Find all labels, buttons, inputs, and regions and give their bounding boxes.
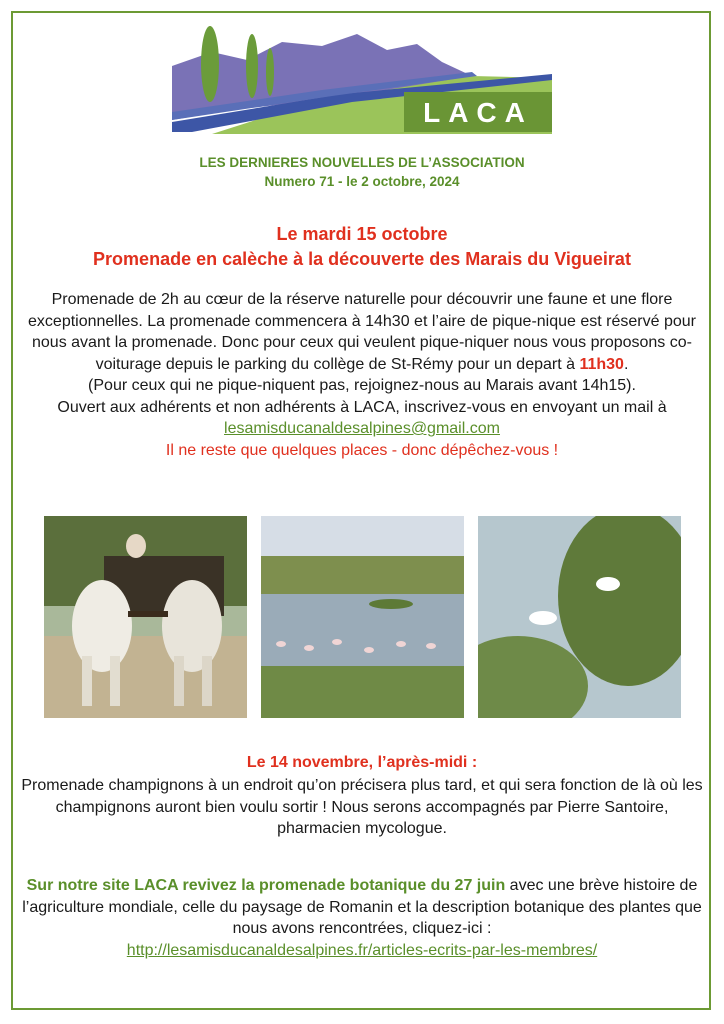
- marsh-flamingos-photo: [261, 516, 464, 718]
- egrets-tree-photo: [478, 516, 681, 718]
- places-warning: Il ne reste que quelques places - donc dépêchez-vous !: [165, 441, 559, 459]
- site-text: avec une brève histoire de l’agriculture mondiale, celle du paysage de Romanin et la description botanique des plantes que nous avons rencontrées, cliquez-ici :: [22, 877, 702, 937]
- newsletter-issue: Numero 71 - le 2 octobre, 2024: [264, 174, 460, 189]
- event1-note: (Pour ceux qui ne pique-niquent pas, rejoignez-nous au Marais avant 14h15).: [88, 377, 636, 394]
- event1-registration: [20, 397, 704, 440]
- site-announcement: [20, 875, 704, 961]
- departure-time: 11h30: [579, 355, 624, 373]
- laca-logo: [172, 24, 552, 134]
- event2-title: Le 14 novembre, l’après-midi :: [246, 754, 478, 771]
- event1-text: Promenade de 2h au cœur de la réserve naturelle pour découvrir une faune et une flore exceptionnelles. La promenade commencera à 14h30 et l’aire de pique-nique est réservé pour nous avant la promenade. Donc pour ceux qui veulent pique-niquer nous vous proposons co-voiturage depuis le parking du collège de St-Rémy pour un depart à: [28, 291, 696, 373]
- event1-text-end: .: [623, 355, 629, 373]
- registration-text: Ouvert aux adhérents et non adhérents à LACA, inscrivez-vous en envoyant un mail à: [57, 398, 667, 416]
- site-link[interactable]: http://lesamisducanaldesalpines.fr/articles-ecrits-par-les-membres/: [126, 941, 598, 959]
- event1-date: Le mardi 15 octobre: [276, 224, 448, 244]
- event1-paragraph: [20, 289, 704, 375]
- event2-description: Promenade champignons à un endroit qu’on précisera plus tard, et qui sera fonction de là où les champignons auront bien voulu sortir ! Nous serons accompagnés par Pierre Santoire, pharmacien mycologue.: [21, 777, 703, 837]
- newsletter-header: [20, 153, 704, 191]
- newsletter-title: LES DERNIERES NOUVELLES DE L’ASSOCIATION: [199, 155, 525, 170]
- event1-title: Promenade en calèche à la découverte des Marais du Vigueirat: [93, 249, 631, 269]
- email-link[interactable]: lesamisducanaldesalpines@gmail.com: [224, 420, 500, 437]
- site-lead: Sur notre site LACA revivez la promenade botanique du 27 juin: [26, 877, 506, 894]
- site-paragraph: [20, 875, 704, 940]
- event1-description: [20, 289, 704, 461]
- horses-carriage-photo: [44, 516, 247, 718]
- logo-text: LACA: [423, 97, 533, 128]
- event1-heading: [20, 222, 704, 272]
